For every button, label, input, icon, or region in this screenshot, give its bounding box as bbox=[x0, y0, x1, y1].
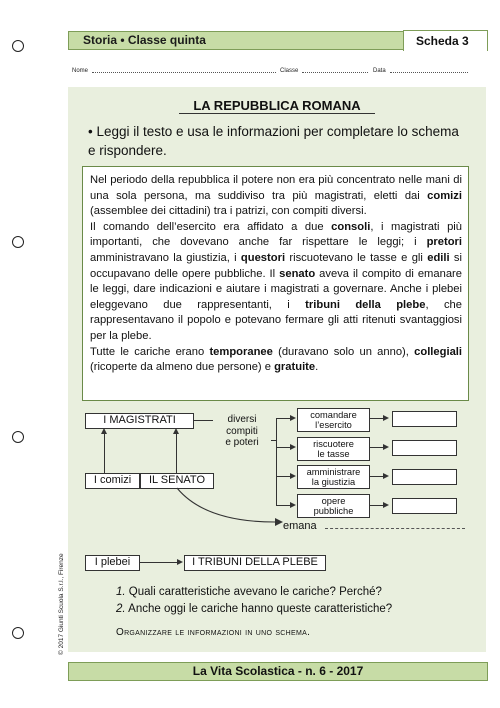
answer-arrow-1 bbox=[383, 415, 389, 421]
question-2: 2. Anche oggi le cariche hanno queste caratteristiche? bbox=[116, 603, 393, 615]
answer-box-1[interactable] bbox=[392, 411, 457, 427]
diversi-compiti-label: diversi compiti e poteri bbox=[225, 414, 259, 448]
binder-hole-2 bbox=[12, 236, 24, 248]
senato-arrow bbox=[173, 428, 179, 434]
question-1: 1. Quali caratteristiche avevano le cariche? Perché? bbox=[116, 586, 382, 598]
copyright-text: © 2017 Giunti Scuola S.r.l., Firenze bbox=[58, 553, 65, 655]
branch-1 bbox=[276, 418, 290, 419]
date-field[interactable] bbox=[390, 72, 468, 73]
reading-text: Nel periodo della repubblica il potere non era più concentrato nelle mani di una sola persona, ma suddiviso tra più magistrati, eletti dai comizi (assemblee dei cittadini) tra i patrizi, con compiti diversi. Il comando dell’esercito era affidato a due consoli, i magistrati più importanti, che dovevano anche far rispettare le leggi; i pretori amministravano la giustizia, i questori riscuotevano le tasse e gli edili si occupavano delle opere pubbliche. Il senato aveva il compito di emanare le leggi, dare indicazioni e aiutare i magistrati a governare. Anche i plebei eleggevano due rappresentanti, i tribuni della plebe, che rappresentavano il popolo e potevano fermare gli atti ritenuti svantaggiosi per la plebe. Tutte le cariche erano temporanee (duravano solo un anno), collegiali (ricoperte da almeno due persone) e gratuite. bbox=[90, 174, 463, 374]
emana-arrow bbox=[175, 486, 285, 526]
footer-bar bbox=[68, 662, 488, 681]
answer-connector-1 bbox=[369, 418, 383, 419]
task-box-1: comandare l’esercito bbox=[297, 408, 370, 432]
answer-arrow-2 bbox=[383, 444, 389, 450]
answer-box-4[interactable] bbox=[392, 498, 457, 514]
task-box-2: riscuotere le tasse bbox=[297, 437, 370, 461]
footer-text: La Vita Scolastica - n. 6 - 2017 bbox=[192, 664, 364, 678]
emana-answer-line[interactable] bbox=[325, 528, 465, 529]
binder-hole-1 bbox=[12, 40, 24, 52]
class-label: Classe bbox=[280, 68, 299, 74]
tribuni-box: I TRIBUNI DELLA PLEBE bbox=[184, 555, 326, 571]
answer-box-3[interactable] bbox=[392, 469, 457, 485]
arrow-3 bbox=[290, 473, 296, 479]
plebei-box: I plebei bbox=[85, 555, 140, 571]
binder-hole-4 bbox=[12, 627, 24, 639]
task-box-4: opere pubbliche bbox=[297, 494, 370, 518]
answer-connector-4 bbox=[369, 505, 383, 506]
arrow-1 bbox=[290, 415, 296, 421]
arrow-2 bbox=[290, 444, 296, 450]
comizi-arrow bbox=[101, 428, 107, 434]
branch-stub bbox=[271, 440, 277, 441]
class-field[interactable] bbox=[302, 72, 368, 73]
date-label: Data bbox=[373, 68, 386, 74]
plebei-connector bbox=[139, 562, 177, 563]
comizi-box: I comizi bbox=[85, 473, 140, 489]
header-title: Storia • Classe quinta bbox=[83, 33, 206, 47]
magistrati-box: I MAGISTRATI bbox=[85, 413, 194, 429]
senato-connector bbox=[176, 433, 177, 473]
answer-arrow-3 bbox=[383, 473, 389, 479]
name-label: Nome bbox=[72, 68, 89, 74]
answer-arrow-4 bbox=[383, 502, 389, 508]
branch-2 bbox=[276, 447, 290, 448]
task-instruction: Organizzare le informazioni in uno schema. bbox=[116, 627, 311, 638]
instruction: • Leggi il testo e usa le informazioni per completare lo schema e rispondere. bbox=[88, 124, 459, 158]
senato-box: IL SENATO bbox=[140, 473, 214, 489]
task-box-3: amministrare la giustizia bbox=[297, 465, 370, 489]
arrow-4 bbox=[290, 502, 296, 508]
name-field[interactable] bbox=[92, 72, 276, 73]
binder-hole-3 bbox=[12, 431, 24, 443]
reading-text-box bbox=[82, 166, 469, 401]
branch-3 bbox=[276, 476, 290, 477]
comizi-connector bbox=[104, 433, 105, 473]
plebei-arrow bbox=[177, 559, 183, 565]
answer-connector-2 bbox=[369, 447, 383, 448]
title-underline bbox=[179, 113, 375, 114]
page-title: LA REPUBBLICA ROMANA bbox=[193, 98, 361, 113]
emana-label: emana bbox=[283, 520, 317, 532]
answer-connector-3 bbox=[369, 476, 383, 477]
sheet-number: Scheda 3 bbox=[416, 34, 469, 48]
magistrati-connector bbox=[193, 420, 213, 421]
answer-box-2[interactable] bbox=[392, 440, 457, 456]
sheet-tab bbox=[403, 30, 488, 51]
